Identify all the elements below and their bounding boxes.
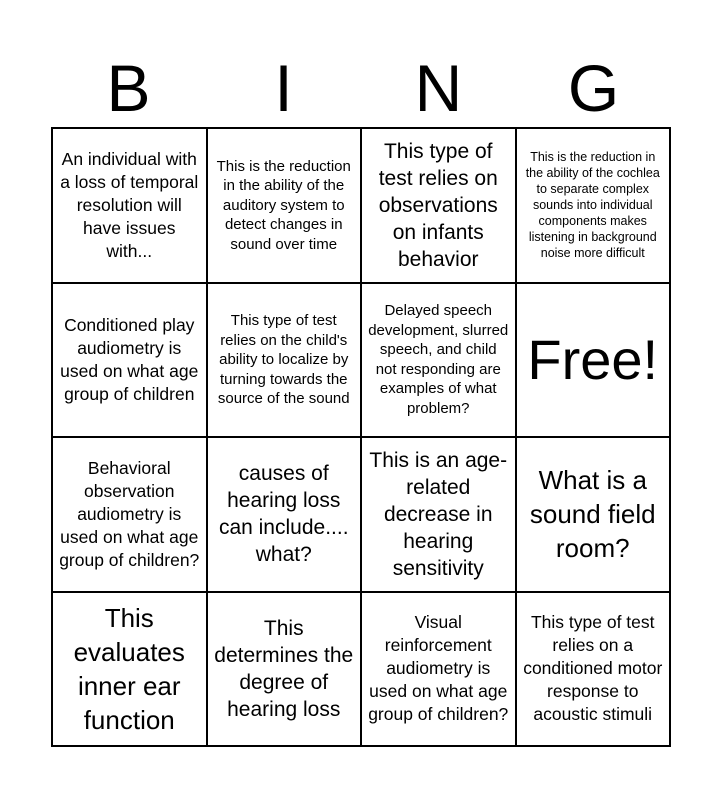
header-letter-b: B — [106, 51, 151, 125]
bingo-cell-r2-c1[interactable] — [53, 284, 208, 439]
cell-text: This type of test relies on observations on infants behavior — [378, 139, 498, 271]
bingo-cell-r2-c3[interactable] — [362, 284, 517, 439]
bingo-cell-r1-c1[interactable] — [53, 129, 208, 284]
bingo-header — [51, 52, 671, 124]
header-letter-i: I — [274, 51, 293, 125]
bingo-cell-r4-c3[interactable] — [362, 593, 517, 748]
bingo-cell-r3-c2[interactable] — [208, 438, 363, 593]
bingo-cell-r1-c3[interactable] — [362, 129, 517, 284]
bingo-card-grid — [51, 127, 671, 747]
bingo-cell-r4-c1[interactable] — [53, 593, 208, 748]
cell-text: This is the reduction in the ability of the auditory system to detect changes in sound over time — [216, 157, 351, 253]
header-letter-g: G — [567, 51, 620, 125]
bingo-cell-r2-c2[interactable] — [208, 284, 363, 439]
bingo-cell-free-space[interactable] — [517, 284, 672, 439]
cell-text: This type of test relies on a conditioned motor response to acoustic stimuli — [523, 612, 663, 725]
cell-text: This type of test relies on the child's ability to localize by turning towards the source of the sound — [217, 312, 350, 407]
free-space-label: Free! — [527, 327, 659, 391]
cell-text: This is the reduction in the ability of the cochlea to separate complex sounds into individual components makes listening in background noise more difficult — [525, 150, 660, 261]
bingo-cell-r3-c4[interactable] — [517, 438, 672, 593]
cell-text: Delayed speech development, slurred speech, and child not responding are examples of what problem? — [368, 302, 509, 417]
bingo-cell-r3-c1[interactable] — [53, 438, 208, 593]
cell-text: This determines the degree of hearing loss — [214, 616, 354, 721]
header-letter-n: N — [414, 51, 463, 125]
cell-text: Visual reinforcement audiometry is used on what age group of children? — [368, 612, 509, 725]
cell-text: Behavioral observation audiometry is used on what age group of children? — [59, 457, 200, 570]
cell-text: This evaluates inner ear function — [73, 602, 185, 735]
cell-text: This is an age-related decrease in hearing sensitivity — [369, 448, 508, 580]
bingo-cell-r4-c2[interactable] — [208, 593, 363, 748]
cell-text: An individual with a loss of temporal resolution will have issues with... — [60, 148, 199, 261]
bingo-cell-r1-c4[interactable] — [517, 129, 672, 284]
bingo-cell-r4-c4[interactable] — [517, 593, 672, 748]
cell-text: Conditioned play audiometry is used on what age group of children — [60, 314, 199, 404]
cell-text: causes of hearing loss can include.... what? — [218, 462, 349, 567]
bingo-cell-r1-c2[interactable] — [208, 129, 363, 284]
bingo-cell-r3-c3[interactable] — [362, 438, 517, 593]
cell-text: What is a sound field room? — [529, 465, 656, 564]
